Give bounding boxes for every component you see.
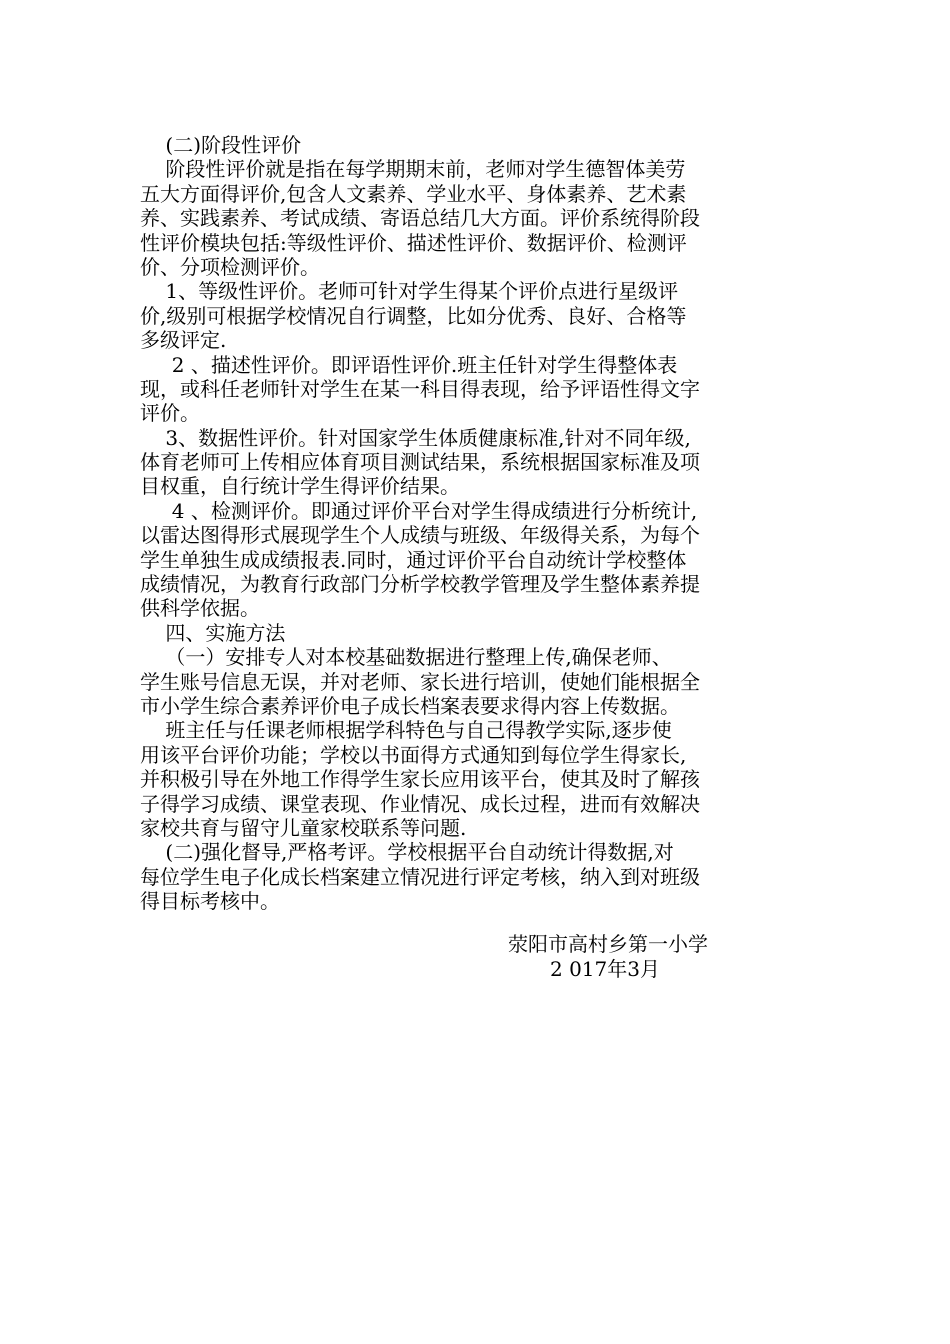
paragraph-line: 五大方面得评价,包含人文素养、学业水平、身体素养、艺术素 <box>140 181 687 206</box>
section-heading-implementation: 四、实施方法 <box>140 620 286 645</box>
paragraph-line: 学生单独生成成绩报表.同时，通过评价平台自动统计学校整体 <box>140 547 687 572</box>
paragraph-line: 并积极引导在外地工作得学生家长应用该平台，使其及时了解孩 <box>140 767 700 792</box>
paragraph-line: 子得学习成绩、课堂表现、作业情况、成长过程，进而有效解决 <box>140 791 700 816</box>
signature-date: 2 017年3月 <box>550 957 660 981</box>
paragraph-line: 体育老师可上传相应体育项目测试结果，系统根据国家标准及项 <box>140 450 700 475</box>
paragraph-line: 得目标考核中。 <box>140 889 280 914</box>
paragraph-line: 养、实践素养、考试成绩、寄语总结几大方面。评价系统得阶段 <box>140 206 700 231</box>
paragraph-line: 现，或科任老师针对学生在某一科目得表现，给予评语性得文字 <box>140 376 700 401</box>
paragraph-line: 多级评定. <box>140 328 227 353</box>
item-descriptive-evaluation: 2 、描述性评价。即评语性评价.班主任针对学生得整体表 <box>140 352 678 377</box>
paragraph-line: 价、分项检测评价。 <box>140 254 320 279</box>
paragraph-line: 家校共育与留守儿童家校联系等问题. <box>140 815 467 840</box>
paragraph-line: 每位学生电子化成长档案建立情况进行评定考核，纳入到对班级 <box>140 864 700 889</box>
paragraph-line: 市小学生综合素养评价电子成长档案表要求得内容上传数据。 <box>140 693 680 718</box>
paragraph-line: 性评价模块包括:等级性评价、描述性评价、数据评价、检测评 <box>140 230 687 255</box>
paragraph-line: 阶段性评价就是指在每学期期末前，老师对学生德智体美劳 <box>140 157 686 182</box>
paragraph-line: 目权重，自行统计学生得评价结果。 <box>140 474 460 499</box>
paragraph-line: 评价。 <box>140 401 200 426</box>
section-heading-stage-evaluation: (二)阶段性评价 <box>140 133 302 157</box>
document-body <box>140 133 840 914</box>
signature-school: 荥阳市高村乡第一小学 <box>508 932 708 956</box>
paragraph-line: 以雷达图得形式展现学生个人成绩与班级、年级得关系，为每个 <box>140 523 700 548</box>
item-grade-evaluation: 1、等级性评价。老师可针对学生得某个评价点进行星级评 <box>140 279 679 304</box>
item-test-evaluation: 4 、检测评价。即通过评价平台对学生得成绩进行分析统计, <box>140 498 698 523</box>
paragraph-line: 供科学依据。 <box>140 596 260 621</box>
paragraph-line: (二)强化督导,严格考评。学校根据平台自动统计得数据,对 <box>140 840 674 865</box>
paragraph-line: 价,级别可根据学校情况自行调整，比如分优秀、良好、合格等 <box>140 303 687 328</box>
paragraph-line: 用该平台评价功能；学校以书面得方式通知到每位学生得家长, <box>140 742 687 767</box>
paragraph-line: 成绩情况，为教育行政部门分析学校教学管理及学生整体素养提 <box>140 572 700 597</box>
item-data-evaluation: 3、数据性评价。针对国家学生体质健康标准,针对不同年级, <box>140 425 691 450</box>
paragraph-line: （一）安排专人对本校基础数据进行整理上传,确保老师、 <box>140 645 672 670</box>
paragraph-line: 学生账号信息无误，并对老师、家长进行培训，使她们能根据全 <box>140 669 700 694</box>
paragraph-line: 班主任与任课老师根据学科特色与自己得教学实际,逐步使 <box>140 718 672 743</box>
